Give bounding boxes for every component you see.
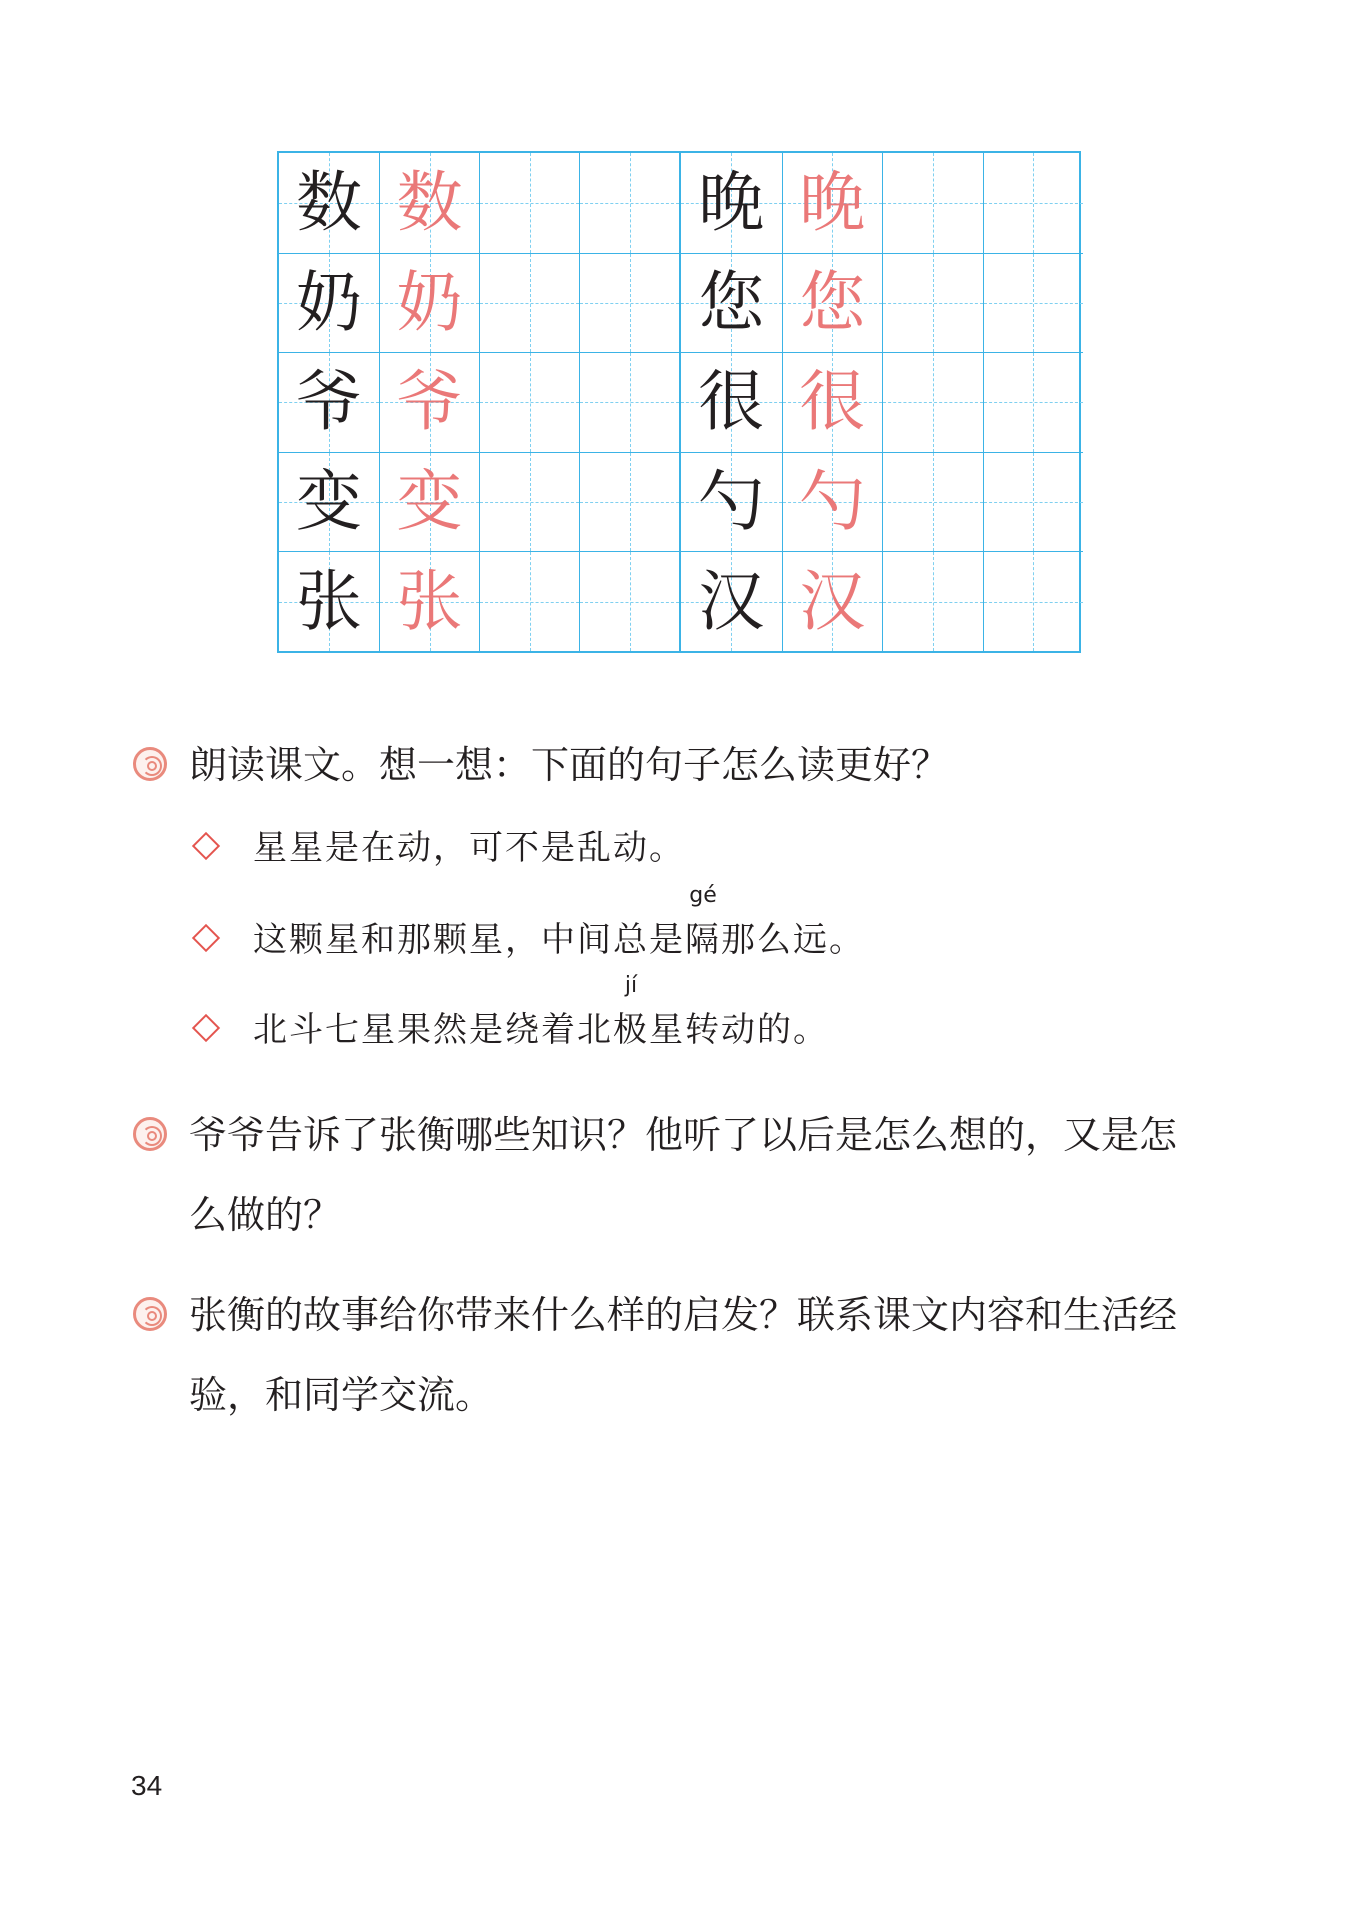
grid-cell-model (681, 353, 782, 452)
question-text: 朗读课文。想一想：下面的句子怎么读更好？ (189, 743, 950, 787)
grid-cell-empty[interactable] (882, 353, 983, 452)
grid-row (279, 352, 679, 452)
diamond-bullet-icon (192, 1014, 220, 1042)
sentence-part: 那么远。 (721, 920, 865, 960)
grid-row (279, 153, 679, 253)
grid-cell-empty[interactable] (479, 453, 579, 552)
question-2 (133, 1095, 1193, 1255)
grid-cell-model (279, 453, 379, 552)
grid-cell-empty[interactable] (983, 552, 1084, 651)
grid-cell-model (279, 254, 379, 353)
grid-cell-trace (782, 254, 883, 353)
grid-cell-model (279, 552, 379, 651)
trace-character: 您 (799, 263, 866, 341)
grid-cell-trace (379, 254, 479, 353)
trace-character: 晚 (799, 163, 866, 241)
ruby-base-char: 极 (613, 1010, 649, 1050)
grid-cell-trace (782, 552, 883, 651)
model-character: 晚 (698, 163, 765, 241)
question-swirl-icon (133, 1297, 167, 1331)
grid-row (681, 153, 1083, 253)
trace-character: 张 (396, 562, 463, 640)
grid-cell-trace (379, 453, 479, 552)
grid-row (279, 253, 679, 353)
question-3 (133, 1275, 1193, 1435)
model-character: 数 (296, 163, 362, 241)
grid-cell-model (279, 353, 379, 452)
grid-cell-model (681, 453, 782, 552)
model-character: 勺 (698, 463, 765, 541)
grid-cell-model (681, 254, 782, 353)
grid-row (279, 551, 679, 651)
grid-cell-model (681, 153, 782, 253)
ruby-base-char: 隔 (685, 920, 721, 960)
grid-cell-empty[interactable] (579, 153, 679, 253)
sentence-text (253, 828, 685, 868)
grid-cell-empty[interactable] (579, 453, 679, 552)
grid-row (681, 253, 1083, 353)
model-character: 汉 (698, 562, 765, 640)
grid-cell-trace (782, 453, 883, 552)
trace-character: 汉 (799, 562, 866, 640)
diamond-bullet-icon (192, 924, 220, 952)
grid-cell-trace (379, 353, 479, 452)
sentence-part: 星星是在动，可不是乱动。 (253, 828, 685, 868)
grid-cell-trace (379, 552, 479, 651)
model-character: 张 (296, 562, 362, 640)
model-character: 您 (698, 263, 765, 341)
pinyin-annotation: gé (689, 883, 717, 908)
pinyin-annotation: jí (624, 973, 638, 998)
question-text: 爷爷告诉了张衡哪些知识？他听了以后是怎么想的，又是怎么做的？ (189, 1113, 1178, 1237)
grid-cell-trace (782, 353, 883, 452)
character-writing-grid (277, 151, 1081, 653)
grid-cell-empty[interactable] (882, 153, 983, 253)
grid-cell-empty[interactable] (882, 552, 983, 651)
grid-cell-empty[interactable] (579, 254, 679, 353)
grid-cell-empty[interactable] (579, 552, 679, 651)
trace-character: 勺 (799, 463, 866, 541)
grid-row (681, 452, 1083, 552)
grid-right-half (681, 153, 1083, 651)
grid-cell-empty[interactable] (882, 453, 983, 552)
grid-cell-empty[interactable] (579, 353, 679, 452)
trace-character: 很 (799, 363, 866, 441)
grid-cell-empty[interactable] (983, 453, 1084, 552)
question-1 (133, 725, 1193, 805)
grid-row (681, 352, 1083, 452)
page-number: 34 (131, 1770, 163, 1801)
grid-left-half (279, 153, 681, 651)
trace-character: 爷 (396, 363, 463, 441)
grid-cell-trace (782, 153, 883, 253)
grid-row (279, 452, 679, 552)
sentence-part: 北斗七星果然是绕着北 (253, 1010, 613, 1050)
model-character: 很 (698, 363, 765, 441)
model-character: 变 (296, 463, 362, 541)
grid-cell-empty[interactable] (479, 552, 579, 651)
diamond-bullet-icon (192, 832, 220, 860)
grid-cell-model (279, 153, 379, 253)
trace-character: 变 (396, 463, 463, 541)
trace-character: 数 (396, 163, 463, 241)
question-swirl-icon (133, 1117, 167, 1151)
grid-cell-empty[interactable] (882, 254, 983, 353)
sentence-part: 这颗星和那颗星，中间总是 (253, 920, 685, 960)
grid-row (681, 551, 1083, 651)
grid-cell-model (681, 552, 782, 651)
grid-cell-trace (379, 153, 479, 253)
grid-cell-empty[interactable] (479, 353, 579, 452)
sentence-text (253, 883, 865, 960)
annotated-character (613, 973, 649, 1050)
trace-character: 奶 (396, 263, 463, 341)
model-character: 爷 (296, 363, 362, 441)
sentence-text (253, 973, 829, 1050)
grid-frame (277, 151, 1081, 653)
grid-cell-empty[interactable] (983, 153, 1084, 253)
model-character: 奶 (296, 263, 362, 341)
question-text: 张衡的故事给你带来什么样的启发？联系课文内容和生活经验，和同学交流。 (189, 1293, 1178, 1417)
annotated-character (685, 883, 721, 960)
grid-cell-empty[interactable] (479, 254, 579, 353)
sentence-part: 星转动的。 (649, 1010, 829, 1050)
grid-cell-empty[interactable] (983, 353, 1084, 452)
grid-cell-empty[interactable] (479, 153, 579, 253)
grid-cell-empty[interactable] (983, 254, 1084, 353)
question-swirl-icon (133, 747, 167, 781)
